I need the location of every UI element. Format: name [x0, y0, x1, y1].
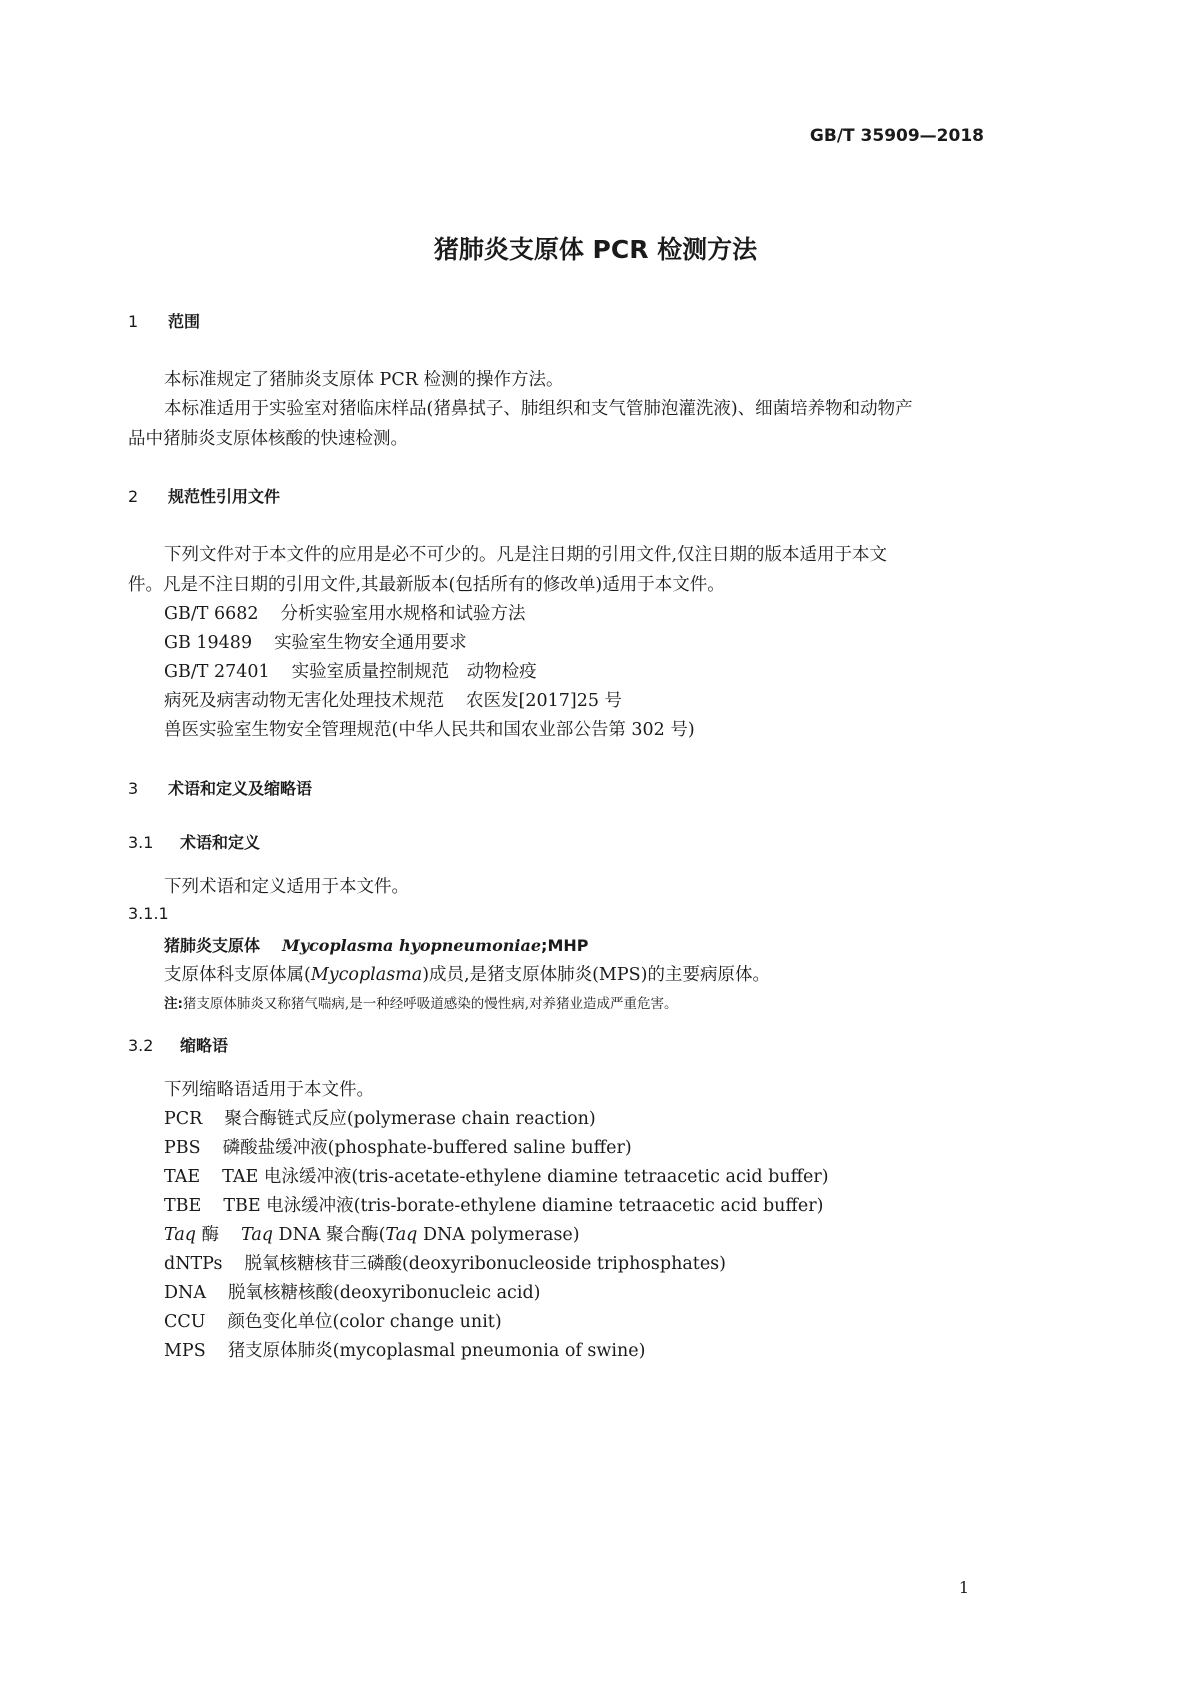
reference-code: GB 19489 [164, 633, 253, 653]
reference-title: 农医发[2017]25 号 [466, 691, 623, 711]
reference-item [164, 600, 526, 625]
abbreviation: dNTPs [164, 1254, 223, 1274]
subsection-number: 3.1 [128, 833, 154, 852]
abbreviation-description: Taq DNA 聚合酶(Taq DNA polymerase) [241, 1225, 580, 1245]
reference-item [164, 658, 537, 683]
section-title: 规范性引用文件 [168, 487, 281, 506]
subsection-title: 缩略语 [180, 1036, 229, 1055]
note-label: 注: [164, 996, 183, 1012]
note-text: 猪支原体肺炎又称猪气喘病,是一种经呼吸道感染的慢性病,对养猪业造成严重危害。 [182, 996, 678, 1012]
abbreviation-description: TBE 电泳缓冲液(tris-borate-ethylene diamine tetraacetic acid buffer) [223, 1196, 824, 1216]
reference-title: 分析实验室用水规格和试验方法 [280, 604, 526, 624]
section-title: 范围 [168, 312, 201, 331]
abbreviation-item [164, 1308, 502, 1333]
section-number: 3 [128, 779, 139, 798]
paragraph: 本标准适用于实验室对猪临床样品(猪鼻拭子、肺组织和支气管肺泡灌洗液)、细菌培养物和动物产 [164, 399, 913, 419]
abbreviation-description: 脱氧核糖核苷三磷酸(deoxyribonucleoside triphosphates) [244, 1254, 726, 1274]
section-1-heading [128, 309, 200, 332]
abbreviation-description: 磷酸盐缓冲液(phosphate-buffered saline buffer) [222, 1138, 632, 1158]
subsection-number: 3.2 [128, 1036, 154, 1055]
abbreviation-item [164, 1221, 580, 1246]
reference-code: GB/T 6682 [164, 604, 259, 624]
subsection-3-1-heading [128, 830, 260, 853]
abbreviation: DNA [164, 1283, 206, 1303]
reference-item [164, 629, 467, 654]
abbreviation-item [164, 1250, 726, 1275]
section-title: 术语和定义及缩略语 [168, 779, 313, 798]
term-latin: Mycoplasma hyopneumoniae [282, 936, 542, 955]
abbreviation: PCR [164, 1109, 203, 1129]
page-number: 1 [958, 1578, 969, 1597]
term-definition: 支原体科支原体属(Mycoplasma)成员,是猪支原体肺炎(MPS)的主要病原体。 [164, 965, 770, 985]
note [164, 992, 678, 1012]
section-number: 2 [128, 487, 139, 506]
section-2-heading [128, 484, 280, 507]
abbreviation-description: TAE 电泳缓冲液(tris-acetate-ethylene diamine tetraacetic acid buffer) [222, 1167, 829, 1187]
abbreviation-item [164, 1279, 540, 1304]
section-3-heading [128, 776, 312, 799]
reference-item [164, 687, 622, 712]
subsection-title: 术语和定义 [180, 833, 261, 852]
reference-code: 病死及病害动物无害化处理技术规范 [164, 691, 444, 711]
abbreviation-description: 聚合酶链式反应(polymerase chain reaction) [224, 1109, 596, 1129]
standard-number: GB/T 35909—2018 [809, 126, 984, 146]
section-number: 1 [128, 312, 139, 331]
abbreviation-item [164, 1105, 596, 1130]
abbreviation-item [164, 1163, 829, 1188]
paragraph: 下列术语和定义适用于本文件。 [164, 877, 409, 897]
term-number: 3.1.1 [128, 904, 169, 923]
abbreviation-description: 猪支原体肺炎(mycoplasmal pneumonia of swine) [227, 1341, 646, 1361]
abbreviation: TBE [164, 1196, 202, 1216]
paragraph: 本标准规定了猪肺炎支原体 PCR 检测的操作方法。 [164, 370, 564, 390]
subsection-3-2-heading [128, 1033, 228, 1056]
paragraph: 件。凡是不注日期的引用文件,其最新版本(包括所有的修改单)适用于本文件。 [128, 575, 725, 595]
reference-code: GB/T 27401 [164, 662, 270, 682]
reference-item [164, 716, 695, 741]
abbreviation-item [164, 1134, 632, 1159]
abbreviation: MPS [164, 1341, 206, 1361]
term-entry [164, 933, 588, 956]
paragraph: 下列文件对于本文件的应用是必不可少的。凡是注日期的引用文件,仅注日期的版本适用于本文 [164, 545, 888, 565]
abbreviation: TAE [164, 1167, 201, 1187]
abbreviation-item [164, 1192, 823, 1217]
reference-code: 兽医实验室生物安全管理规范(中华人民共和国农业部公告第 302 号) [164, 720, 695, 740]
abbreviation: Taq 酶 [164, 1225, 220, 1245]
term-chinese: 猪肺炎支原体 [164, 936, 261, 955]
abbreviation-item [164, 1337, 645, 1362]
reference-title: 实验室生物安全通用要求 [274, 633, 467, 653]
paragraph: 品中猪肺炎支原体核酸的快速检测。 [128, 429, 408, 449]
abbreviation: PBS [164, 1138, 201, 1158]
reference-title: 实验室质量控制规范 动物检疫 [291, 662, 537, 682]
term-abbreviation: ;MHP [541, 936, 589, 955]
abbreviation-description: 颜色变化单位(color change unit) [227, 1312, 502, 1332]
paragraph: 下列缩略语适用于本文件。 [164, 1080, 374, 1100]
abbreviation-description: 脱氧核糖核酸(deoxyribonucleic acid) [227, 1283, 541, 1303]
abbreviation: CCU [164, 1312, 206, 1332]
document-title: 猪肺炎支原体 PCR 检测方法 [433, 235, 758, 264]
